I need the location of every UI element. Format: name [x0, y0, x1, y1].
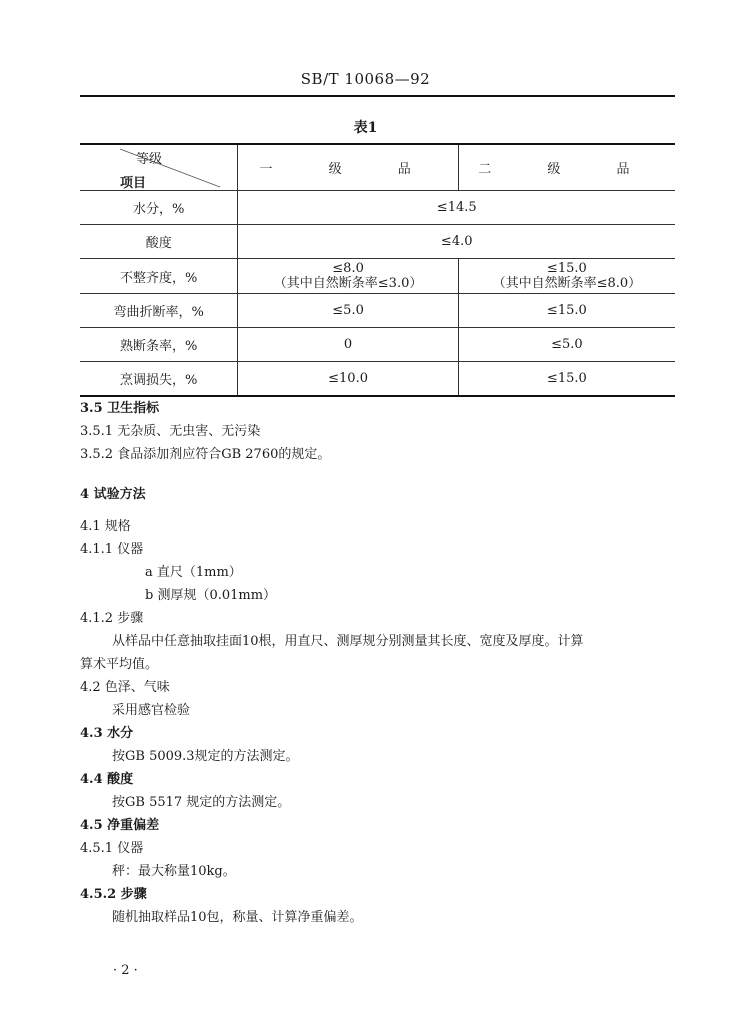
row-item: 熟断条率，%	[80, 328, 238, 362]
section-4-4-heading: 4.4 酸度	[80, 772, 134, 787]
section-4-2-heading: 4.2 色泽、气味	[80, 680, 170, 695]
row-grade1-value: ≤10.0	[238, 362, 458, 397]
row-merged-value: ≤4.0	[238, 225, 675, 259]
section-4-5-1-para: 秤：最大称量10kg。	[112, 864, 236, 879]
grade1-note: （其中自然断条率≤3.0）	[273, 276, 423, 291]
row-grade2-value: ≤15.0	[458, 362, 675, 397]
row-grade1-value: 0	[238, 328, 458, 362]
section-4-1-2-para-line1: 从样品中任意抽取挂面10根，用直尺、测厚规分别测量其长度、宽度及厚度。计算	[112, 634, 584, 649]
section-4-5-2-heading: 4.5.2 步骤	[80, 887, 147, 902]
section-4-1-2-heading: 4.1.2 步骤	[80, 611, 144, 626]
grade2-limit: ≤15.0	[546, 261, 587, 276]
row-grade2-value: ≤15.0	[458, 294, 675, 328]
header-rule	[80, 95, 675, 97]
page-number: · 2 ·	[113, 963, 138, 978]
quality-grade-table	[80, 143, 675, 397]
section-4-4-para: 按GB 5517 规定的方法测定。	[112, 795, 291, 810]
row-merged-value: ≤14.5	[238, 191, 675, 225]
section-4-3-heading: 4.3 水分	[80, 726, 134, 741]
header-diagonal-cell	[80, 144, 238, 191]
section-4-5-1-heading: 4.5.1 仪器	[80, 841, 144, 856]
table-header-row	[80, 144, 675, 191]
row-grade2-value	[458, 259, 675, 294]
grade-label: 等级	[136, 152, 163, 167]
section-4-2-para: 采用感官检验	[112, 703, 191, 718]
section-3-5-heading: 3.5 卫生指标	[80, 401, 160, 416]
instrument-thickness-gauge: b 测厚规（0.01mm）	[145, 588, 277, 603]
section-3-5-1: 3.5.1 无杂质、无虫害、无污染	[80, 424, 261, 439]
row-grade1-value	[238, 259, 458, 294]
row-item: 水分，%	[80, 191, 238, 225]
row-item: 弯曲折断率，%	[80, 294, 238, 328]
grade1-limit: ≤8.0	[332, 261, 364, 276]
section-4-1-1-heading: 4.1.1 仪器	[80, 542, 144, 557]
page-header-code: SB/T 10068—92	[300, 70, 431, 88]
section-4-1-heading: 4.1 规格	[80, 519, 131, 534]
section-4-5-heading: 4.5 净重偏差	[80, 818, 160, 833]
header-grade2: 二 级 品	[458, 144, 675, 191]
section-3-5-2: 3.5.2 食品添加剂应符合GB 2760的规定。	[80, 447, 331, 462]
row-grade2-value: ≤5.0	[458, 328, 675, 362]
table-row	[80, 294, 675, 328]
row-grade1-value: ≤5.0	[238, 294, 458, 328]
item-label: 项目	[120, 176, 147, 191]
table-row	[80, 191, 675, 225]
instrument-ruler: a 直尺（1mm）	[145, 565, 242, 580]
table-row	[80, 259, 675, 294]
table-title: 表1	[353, 120, 378, 136]
row-item: 不整齐度，%	[80, 259, 238, 294]
table-row	[80, 362, 675, 397]
grade2-note: （其中自然断条率≤8.0）	[492, 276, 642, 291]
section-4-5-2-para: 随机抽取样品10包，称量、计算净重偏差。	[112, 910, 363, 925]
section-4-1-2-para-line2: 算术平均值。	[80, 657, 159, 672]
table-row	[80, 225, 675, 259]
table-row	[80, 328, 675, 362]
header-grade1: 一 级 品	[238, 144, 458, 191]
row-item: 酸度	[80, 225, 238, 259]
section-4-3-para: 按GB 5009.3规定的方法测定。	[112, 749, 299, 764]
row-item: 烹调损失，%	[80, 362, 238, 397]
section-4-heading: 4 试验方法	[80, 487, 146, 502]
